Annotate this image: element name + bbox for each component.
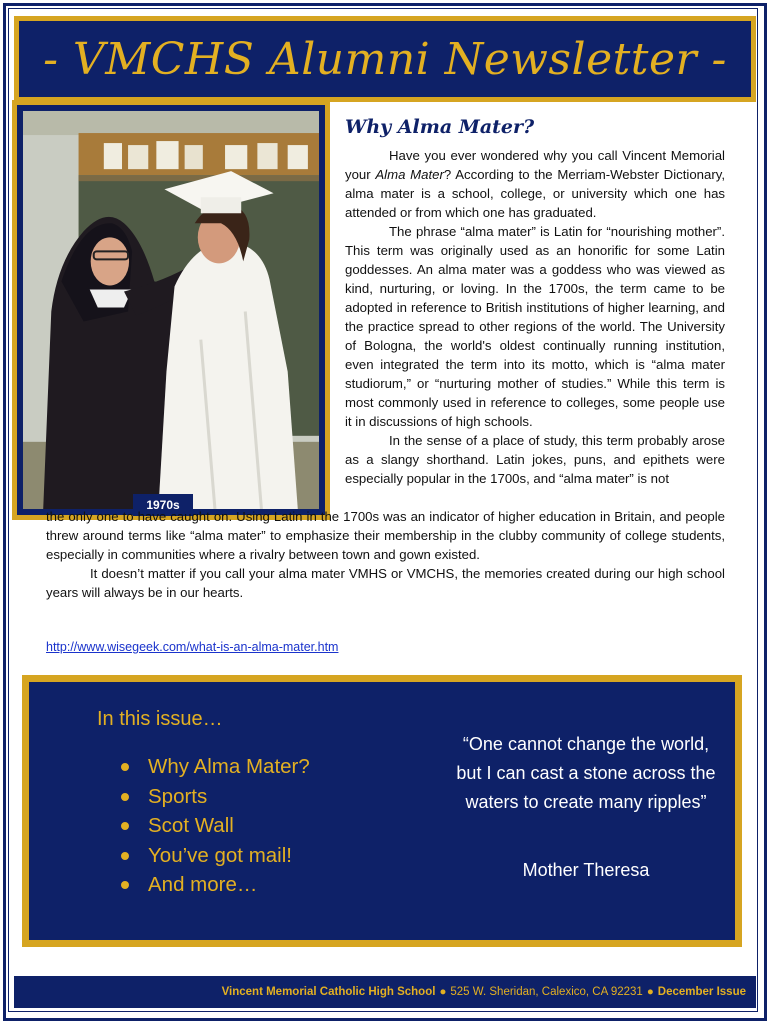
- footer-bar: [14, 976, 756, 1008]
- paragraph-1-text-start: Have you ever wondered why you call Vincent Memorial your: [345, 148, 725, 182]
- source-link[interactable]: http://www.wisegeek.com/what-is-an-alma-mater.htm: [46, 640, 339, 654]
- photo-mat: [17, 105, 325, 515]
- in-this-issue-inner: [29, 682, 735, 940]
- article-full-width: [46, 507, 725, 602]
- photo-frame: [12, 100, 330, 520]
- footer-issue: December Issue: [657, 986, 746, 998]
- footer-address: 525 W. Sheridan, Calexico, CA 92231: [450, 986, 643, 998]
- newsletter-title: - VMCHS Alumni Newsletter -: [43, 33, 727, 85]
- issue-item-label: You’ve got mail!: [148, 843, 292, 867]
- photo-caption: 1970s: [133, 494, 193, 516]
- graduation-photo: [23, 111, 319, 509]
- issue-item: [121, 811, 310, 841]
- issue-item-label: Why Alma Mater?: [148, 755, 310, 778]
- bullet-icon: [121, 793, 129, 801]
- article-column: [345, 146, 725, 488]
- in-this-issue-box: [22, 675, 742, 947]
- issue-item-label: Sports: [148, 784, 208, 808]
- masthead-inner: [19, 21, 751, 97]
- article-paragraph-4: It doesn’t matter if you call your alma mater VMHS or VMCHS, the memories created during our high school years will always be in our hearts.: [46, 566, 725, 600]
- issue-item-label: Scot Wall: [148, 814, 234, 837]
- footer-separator-dot: ●: [646, 986, 654, 998]
- footer-separator-dot: ●: [439, 986, 447, 998]
- issue-list: [121, 752, 310, 900]
- issue-item: [121, 870, 310, 900]
- article-heading: Why Alma Mater?: [345, 116, 535, 138]
- bullet-icon: [121, 881, 129, 889]
- bullet-icon: [121, 822, 129, 830]
- paragraph-1-text-end: ? According to the Merriam-Webster Dictionary, alma mater is a school, college, or university which one has attended or from which one has graduated.: [345, 167, 725, 220]
- masthead-banner: [14, 16, 756, 102]
- issue-item: [121, 752, 310, 782]
- article-paragraph-3-continued: the only one to have caught on. Using Latin in the 1700s was an indicator of higher education in Britain, and people threw around terms like “alma mater” to emphasize their membership in the clubby community of college students, especially in communities where a rivalry between town and gown existed.: [46, 509, 725, 562]
- issue-item-label: And more…: [148, 873, 258, 896]
- article-paragraph-3-start: In the sense of a place of study, this term probably arose as a slangy shorthand. Latin jokes, puns, and epithets were especially popular in the 1700s, and “alma mater” is not: [345, 433, 725, 486]
- quote-text: “One cannot change the world, but I can cast a stone across the waters to create many ripples”: [456, 734, 716, 812]
- bullet-icon: [121, 763, 129, 771]
- issue-item: [121, 782, 310, 812]
- quote-author: Mother Theresa: [522, 860, 650, 880]
- bullet-icon: [121, 852, 129, 860]
- graduation-photo-illustration: [23, 111, 319, 509]
- footer-school-name: Vincent Memorial Catholic High School: [221, 986, 436, 998]
- in-this-issue-heading: In this issue…: [97, 708, 223, 730]
- article-paragraph-1: [345, 146, 725, 222]
- article-paragraph-2: The phrase “alma mater” is Latin for “nourishing mother”. This term was originally used as an honorific for some Latin goddesses. An alma mater was a goddess who was viewed as kind, nurturing, or loving. In the 1700s, the term came to be adopted in reference to British institutions of higher learning, and the practice spread to other regions of the world. The University of Bologna, the world's oldest continually running institution, even integrated the term into its motto, which is “alma mater studiorum,” or “nurturing mother of studies.” While this term is most commonly used in reference to colleges, some people use it in discussions of high schools.: [345, 224, 725, 429]
- issue-item: [121, 841, 310, 871]
- paragraph-1-emphasis: Alma Mater: [375, 167, 444, 182]
